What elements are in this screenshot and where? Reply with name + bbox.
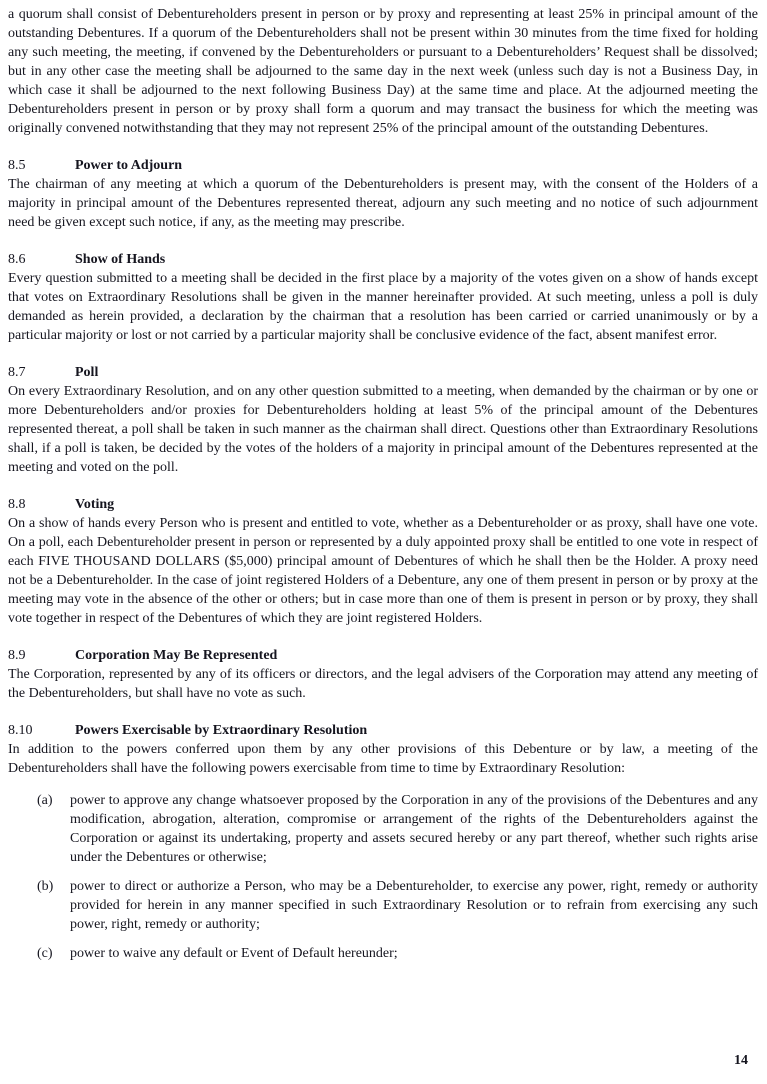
- list-item-text: power to waive any default or Event of Default hereunder;: [70, 946, 398, 961]
- section-title: Poll: [75, 365, 99, 380]
- section-heading: [8, 721, 758, 740]
- section-heading: [8, 156, 758, 175]
- list-item-label: (b): [37, 879, 54, 894]
- list-item: [8, 944, 758, 963]
- section-number: 8.10: [8, 723, 33, 738]
- section-title: Corporation May Be Represented: [75, 648, 278, 663]
- list-item-label: (c): [37, 946, 53, 961]
- section-8-8: [8, 495, 758, 628]
- page-number: 14: [734, 1053, 748, 1068]
- section-body: On a show of hands every Person who is present and entitled to vote, whether as a Debentureholder or as proxy, shall have one vote. On a poll, each Debentureholder present in person or represented by a duly appointed proxy shall be entitled to one vote in respect of each FIVE THOUSAND DOLLARS ($5,000) principal amount of Debentures of which he shall then be the Holder. A proxy need not be a Debentureholder. In the case of joint registered Holders of a Debenture, any one of them present in person or by proxy at the meeting may vote in the absence of the other or others; but in case more than one of them is present in person or by proxy, they shall vote together in respect of the Debentures of which they are joint registered Holders.: [8, 516, 758, 626]
- section-title: Power to Adjourn: [75, 158, 183, 173]
- list-item: [8, 877, 758, 934]
- resolution-powers-list: [8, 791, 758, 963]
- section-8-6: [8, 250, 758, 345]
- continuation-paragraph: a quorum shall consist of Debentureholders present in person or by proxy and representing at least 25% in principal amount of the outstanding Debentures. If a quorum of the Debentureholders shall not be present within 30 minutes from the time fixed for holding any such meeting, the meeting, if convened by the Debentureholders or pursuant to a Debentureholders’ Request shall be dissolved; but in any other case the meeting shall be adjourned to the same day in the next week (unless such day is not a Business Day, in which case it shall be adjourned to the next following Business Day) at the same time and place. At the adjourned meeting the Debentureholders present in person or by proxy shall form a quorum and may transact the business for which the meeting was originally convened notwithstanding that they may not represent 25% of the principal amount of the outstanding Debentures.: [8, 7, 758, 136]
- section-body: Every question submitted to a meeting shall be decided in the first place by a majority of the votes given on a show of hands except that votes on Extraordinary Resolutions shall be given in the manner hereinafter provided. At such meeting, unless a poll is duly demanded as herein provided, a declaration by the chairman that a resolution has been carried or carried unanimously or by a particular majority or lost or not carried by a particular majority shall be conclusive evidence of the fact, absent manifest error.: [8, 271, 758, 343]
- section-body: In addition to the powers conferred upon them by any other provisions of this Debenture or by law, a meeting of the Debentureholders shall have the following powers exercisable from time to time by Extraordinary Resolution:: [8, 742, 758, 776]
- section-number: 8.6: [8, 252, 26, 267]
- section-title: Show of Hands: [75, 252, 166, 267]
- section-number: 8.5: [8, 158, 26, 173]
- section-body: On every Extraordinary Resolution, and on any other question submitted to a meeting, when demanded by the chairman or by one or more Debentureholders and/or proxies for Debentureholders holding at least 5% of the principal amount of the Debentures represented thereat, a poll shall be taken in such manner as the chairman shall direct. Questions other than Extraordinary Resolutions shall, if a poll is taken, be decided by the votes of the holders of a majority in principal amount of the Debentures represented at the meeting and voted on the poll.: [8, 384, 758, 475]
- section-8-7: [8, 363, 758, 477]
- section-title: Voting: [75, 497, 115, 512]
- section-8-10: [8, 721, 758, 963]
- section-heading: [8, 250, 758, 269]
- section-body: The chairman of any meeting at which a quorum of the Debentureholders is present may, with the consent of the Holders of a majority in principal amount of the Debentures represented thereat, adjourn any such meeting and no notice of such adjournment need be given except such notice, if any, as the meeting may prescribe.: [8, 177, 758, 230]
- list-item-text: power to direct or authorize a Person, who may be a Debentureholder, to exercise any power, right, remedy or authority provided for herein in any manner specified in such Extraordinary Resolution or to refrain from exercising any such power, right, remedy or authority;: [70, 879, 758, 932]
- section-number: 8.7: [8, 365, 26, 380]
- section-body: The Corporation, represented by any of its officers or directors, and the legal advisers of the Corporation may attend any meeting of the Debentureholders, but shall have no vote as such.: [8, 667, 758, 701]
- section-number: 8.8: [8, 497, 26, 512]
- list-item: [8, 791, 758, 867]
- list-item-label: (a): [37, 793, 53, 808]
- section-8-5: [8, 156, 758, 232]
- section-title: Powers Exercisable by Extraordinary Resolution: [75, 723, 368, 738]
- section-8-9: [8, 646, 758, 703]
- section-number: 8.9: [8, 648, 26, 663]
- list-item-text: power to approve any change whatsoever proposed by the Corporation in any of the provisions of the Debentures and any modification, abrogation, alteration, compromise or arrangement of the rights of the Debentureholders against the Corporation or against its undertaking, property and assets secured hereby or any part thereof, whether such rights arise under the Debentures or otherwise;: [70, 793, 758, 865]
- section-heading: [8, 363, 758, 382]
- section-heading: [8, 495, 758, 514]
- section-heading: [8, 646, 758, 665]
